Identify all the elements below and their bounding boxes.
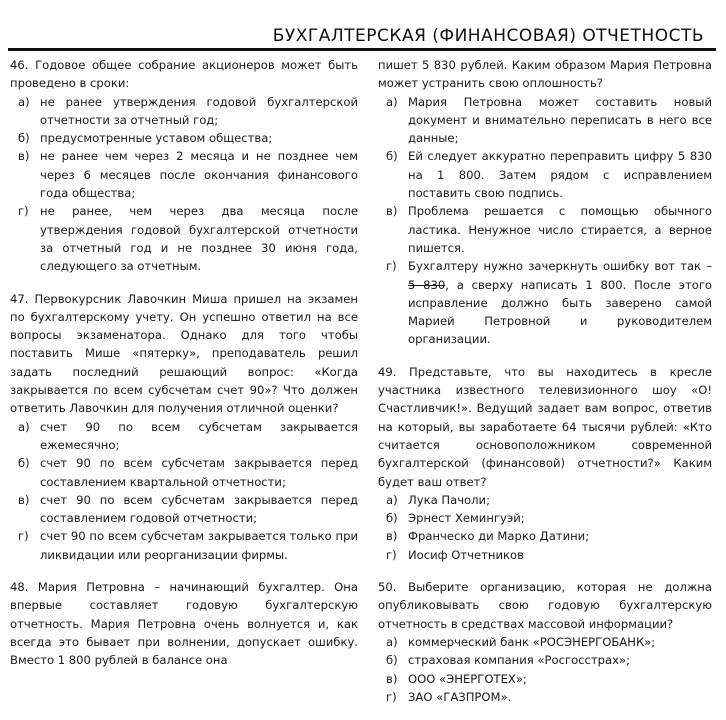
option-letter: а) xyxy=(386,634,398,649)
option-text: Эрнест Хемингуэй; xyxy=(408,511,525,526)
option-c xyxy=(378,527,712,545)
question-48 xyxy=(378,56,712,349)
question-48-start xyxy=(10,578,358,669)
page-title: БУХГАЛТЕРСКАЯ (ФИНАНСОВАЯ) ОТЧЕТНОСТЬ xyxy=(272,26,704,46)
option-text: ЗАО «ГАЗПРОМ». xyxy=(408,689,512,704)
header-rule xyxy=(8,48,716,51)
option-letter: а) xyxy=(386,94,398,109)
option-text: Проблема решается с помощью обычного ластика. Ненужное число стирается, а верное пишется. xyxy=(408,204,712,255)
option-letter: в) xyxy=(386,529,398,544)
option-a xyxy=(378,93,712,148)
option-text: счет 90 по всем субсчетам закрывается ежемесячно; xyxy=(40,419,358,452)
option-a xyxy=(378,491,712,509)
option-text: коммерческий банк «РОСЭНЕРГОБАНК»; xyxy=(408,634,656,649)
question-46 xyxy=(10,56,358,276)
option-a xyxy=(378,633,712,651)
option-c xyxy=(378,202,712,257)
question-47 xyxy=(10,290,358,564)
option-letter: в) xyxy=(18,492,30,507)
option-a xyxy=(10,418,358,455)
option-text: Ей следует аккуратно переправить цифру 5 830 на 1 800. Затем рядом с исправлением поставить свою подпись. xyxy=(408,149,712,201)
option-letter: в) xyxy=(18,149,30,164)
option-c xyxy=(378,670,712,688)
option-b xyxy=(378,147,712,202)
option-b xyxy=(10,129,358,147)
option-text: Франческо ди Марко Датини; xyxy=(408,529,590,544)
option-text: страховая компания «Росгосстрах»; xyxy=(408,653,631,668)
question-49 xyxy=(378,363,712,564)
option-c xyxy=(10,147,358,202)
option-letter: б) xyxy=(386,149,398,164)
option-letter: а) xyxy=(386,492,398,507)
option-d xyxy=(378,546,712,564)
option-text: счет 90 по всем субсчетам закрывается перед составлением квартальной отчетности; xyxy=(40,456,358,489)
question-50 xyxy=(378,578,712,706)
question-text: 48. Мария Петровна – начинающий бухгалтер. Она впервые составляет годовую бухгалтерскую отчетность. Мария Петровна очень волнуется и, как всегда это бывает при волнении, допускает ошибку. Вместо 1 800 рублей в балансе она xyxy=(10,580,358,668)
option-letter: г) xyxy=(386,259,397,274)
option-letter: а) xyxy=(18,94,30,109)
option-a xyxy=(10,93,358,130)
right-column xyxy=(378,56,712,720)
option-text: Иосиф Отчетников xyxy=(408,547,524,562)
page-header xyxy=(0,0,726,52)
option-text: не ранее чем через 2 месяца и не позднее чем через 6 месяцев после окончания финансового года общества; xyxy=(40,149,358,201)
option-letter: г) xyxy=(18,204,29,219)
option-c xyxy=(10,491,358,528)
option-letter: а) xyxy=(18,419,30,434)
option-letter: г) xyxy=(386,689,397,704)
option-text: Лука Пачоли; xyxy=(408,492,490,507)
struck-number: 5 830 xyxy=(408,277,446,292)
question-text: 46. Годовое общее собрание акционеров может быть проведено в сроки: xyxy=(10,58,358,91)
option-d xyxy=(378,688,712,706)
option-letter: б) xyxy=(18,456,30,471)
option-text: ООО «ЭНЕРГОТЕХ»; xyxy=(408,671,527,686)
option-b xyxy=(378,509,712,527)
question-text-continuation: пишет 5 830 рублей. Каким образом Мария Петровна может устранить свою оплошность? xyxy=(378,58,712,91)
option-letter: в) xyxy=(386,671,398,686)
left-column xyxy=(10,56,358,684)
option-letter: б) xyxy=(18,131,30,146)
option-text: не ранее утверждения годовой бухгалтерской отчетности за отчетный год; xyxy=(40,94,358,127)
question-text: 47. Первокурсник Лавочкин Миша пришел на экзамен по бухгалтерскому учету. Он успешно ответил на все вопросы экзаменатора. Однако для того чтобы поставить Мише «пятерку», преподаватель решил задать последний решающий вопрос: «Когда закрывается по всем субсчетам счет 90»? Что должен ответить Лавочкин для получения отличной оценки? xyxy=(10,291,358,416)
option-letter: б) xyxy=(386,653,398,668)
option-b xyxy=(378,651,712,669)
option-letter: г) xyxy=(386,547,397,562)
option-text xyxy=(408,257,712,348)
option-text: счет 90 по всем субсчетам закрывается только при ликвидации или реорганизации фирмы. xyxy=(40,529,358,562)
option-text-after: , а сверху написать 1 800. После этого исправление должно быть заверено самой Марией Петровной и руководителем организации. xyxy=(408,277,713,347)
question-text: 49. Представьте, что вы находитесь в кресле участника известного телевизионного шоу «О! Счастливчик!». Ведущий задает вам вопрос, ответив на который, вы заработаете 64 тысячи рублей: «Кто считается основоположником современной бухгалтерской (финансовой) отчетности?» Каким будет ваш ответ? xyxy=(378,364,712,489)
option-letter: в) xyxy=(386,204,398,219)
option-b xyxy=(10,454,358,491)
option-d xyxy=(10,202,358,275)
option-text: не ранее, чем через два месяца после утверждения годовой бухгалтерской отчетности за отчетный год и не позднее 30 июня года, следующего за отчетным. xyxy=(40,204,358,274)
option-letter: б) xyxy=(386,511,398,526)
option-text: счет 90 по всем субсчетам закрывается перед составлением годовой отчетности; xyxy=(40,492,358,526)
option-letter: г) xyxy=(18,529,29,544)
question-text: 50. Выберите организацию, которая не должна опубликовывать свою годовую бухгалтерскую отчетность в средствах массовой информации? xyxy=(378,580,712,631)
option-text: предусмотренные уставом общества; xyxy=(40,131,273,146)
option-text: Мария Петровна может составить новый документ и внимательно переписать в него все данные; xyxy=(408,94,712,146)
option-d xyxy=(10,527,358,564)
option-d xyxy=(378,257,712,348)
option-text-before: Бухгалтеру нужно зачеркнуть ошибку вот так – xyxy=(408,259,712,274)
